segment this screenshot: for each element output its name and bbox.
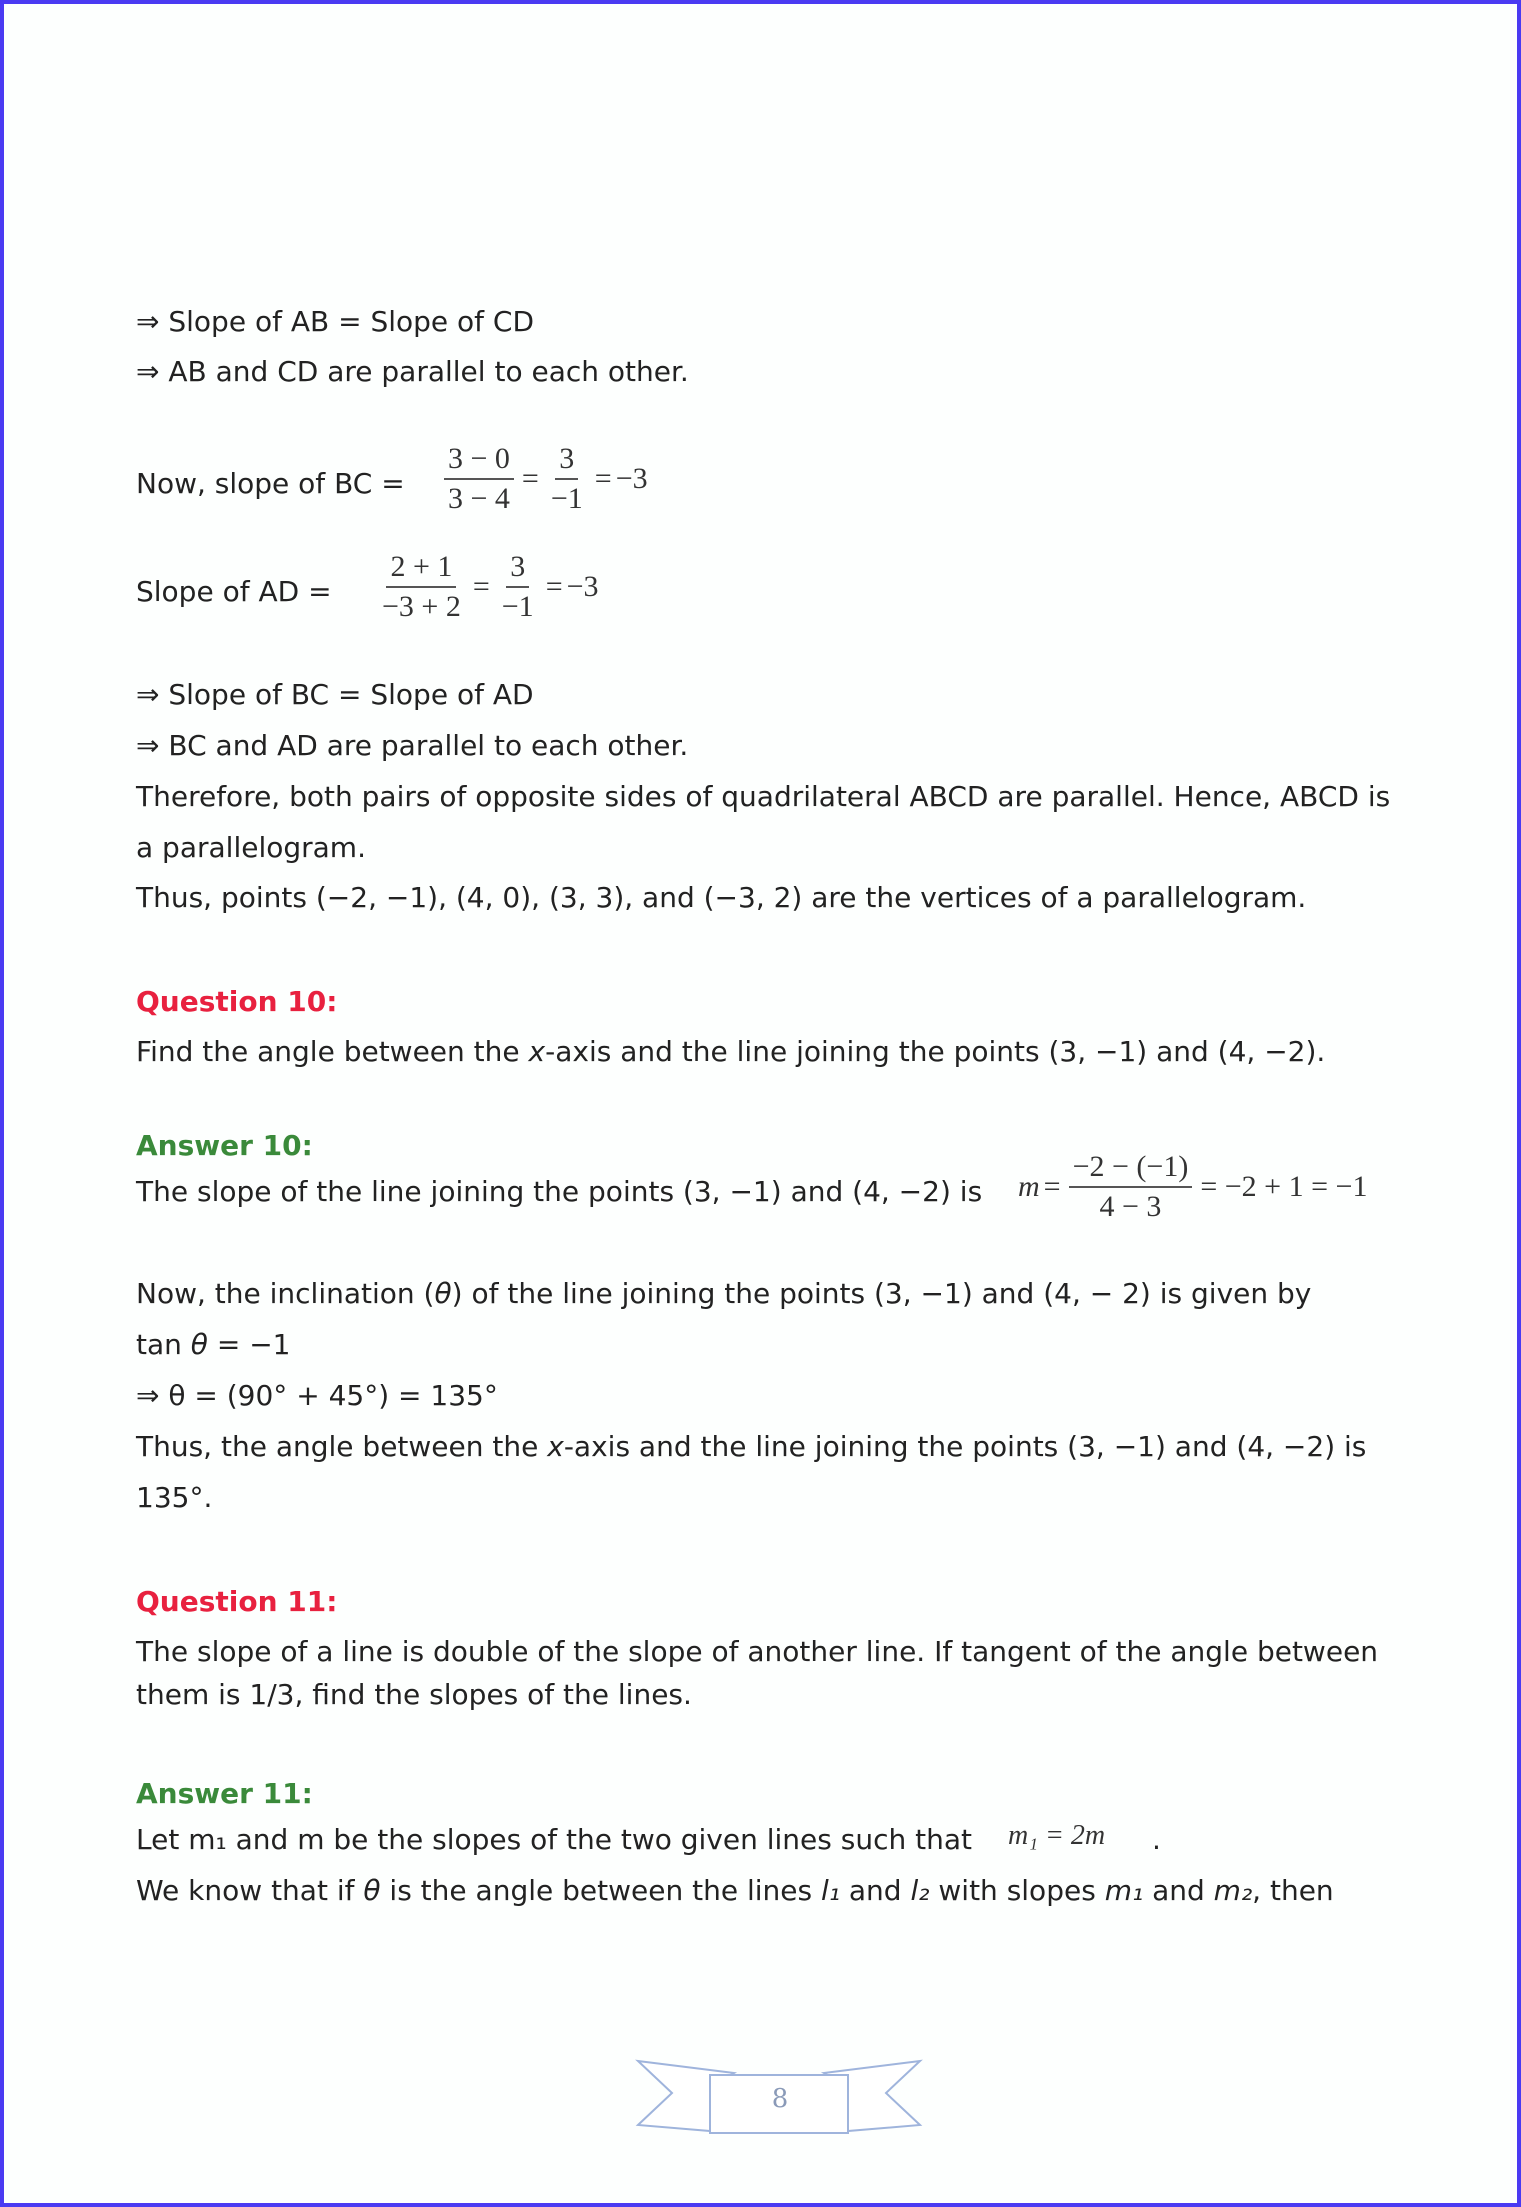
answer-10-line: Now, the inclination (θ) of the line joining the points (3, −1) and (4, − 2) is given by	[136, 1277, 1312, 1310]
text-line: Therefore, both pairs of opposite sides of quadrilateral ABCD are parallel. Hence, ABCD is	[136, 780, 1391, 813]
text-line: Thus, points (−2, −1), (4, 0), (3, 3), and (−3, 2) are the vertices of a parallelogram.	[136, 881, 1307, 914]
page-number: 8	[771, 2084, 789, 2114]
question-10-heading: Question 10:	[136, 985, 338, 1018]
answer-10-heading: Answer 10:	[136, 1129, 313, 1162]
question-11-heading: Question 11:	[136, 1585, 338, 1618]
ad-slope-formula: $\frac{2 + 1}{-3 + 2}$ = $\frac{3}{-1}$ = −3	[382, 550, 599, 623]
question-11-text: them is 1/3, find the slopes of the lines.	[136, 1678, 692, 1711]
question-10-text: Find the angle between the x-axis and the line joining the points (3, −1) and (4, −2).	[136, 1035, 1326, 1068]
text-line: ⇒ Slope of AB = Slope of CD	[136, 305, 535, 338]
ad-slope-label: Slope of AD =	[136, 575, 332, 608]
answer-11-period: .	[1152, 1823, 1161, 1856]
answer-10-line: Thus, the angle between the x-axis and the line joining the points (3, −1) and (4, −2) is	[136, 1430, 1367, 1463]
answer-11-line: Let m₁ and m be the slopes of the two given lines such that	[136, 1823, 973, 1856]
bc-slope-formula: $\frac{3 - 0}{3 - 4}$ = $\frac{3}{-1}$ = −3	[440, 442, 648, 516]
answer-10-slope-formula: m = $\frac{-2 - (-1)}{4 - 3}$ = −2 + 1 = −1	[1018, 1150, 1368, 1223]
text-line: ⇒ BC and AD are parallel to each other.	[136, 729, 689, 762]
bc-slope-label: Now, slope of BC =	[136, 467, 405, 500]
text-line: ⇒ AB and CD are parallel to each other.	[136, 355, 689, 388]
answer-10-line: tan θ = −1	[136, 1328, 291, 1361]
answer-10-line: 135°.	[136, 1481, 213, 1514]
answer-11-line: We know that if θ is the angle between the lines l₁ and l₂ with slopes m₁ and m₂, then	[136, 1874, 1334, 1907]
answer-10-line: The slope of the line joining the points (3, −1) and (4, −2) is	[136, 1175, 983, 1208]
answer-11-formula: m₁ = 2m	[1008, 1820, 1106, 1851]
answer-11-heading: Answer 11:	[136, 1777, 313, 1810]
text-line: ⇒ Slope of BC = Slope of AD	[136, 678, 534, 711]
question-11-text: The slope of a line is double of the slope of another line. If tangent of the angle between	[136, 1635, 1379, 1668]
answer-10-line: ⇒ θ = (90° + 45°) = 135°	[136, 1379, 498, 1412]
text-line: a parallelogram.	[136, 831, 366, 864]
